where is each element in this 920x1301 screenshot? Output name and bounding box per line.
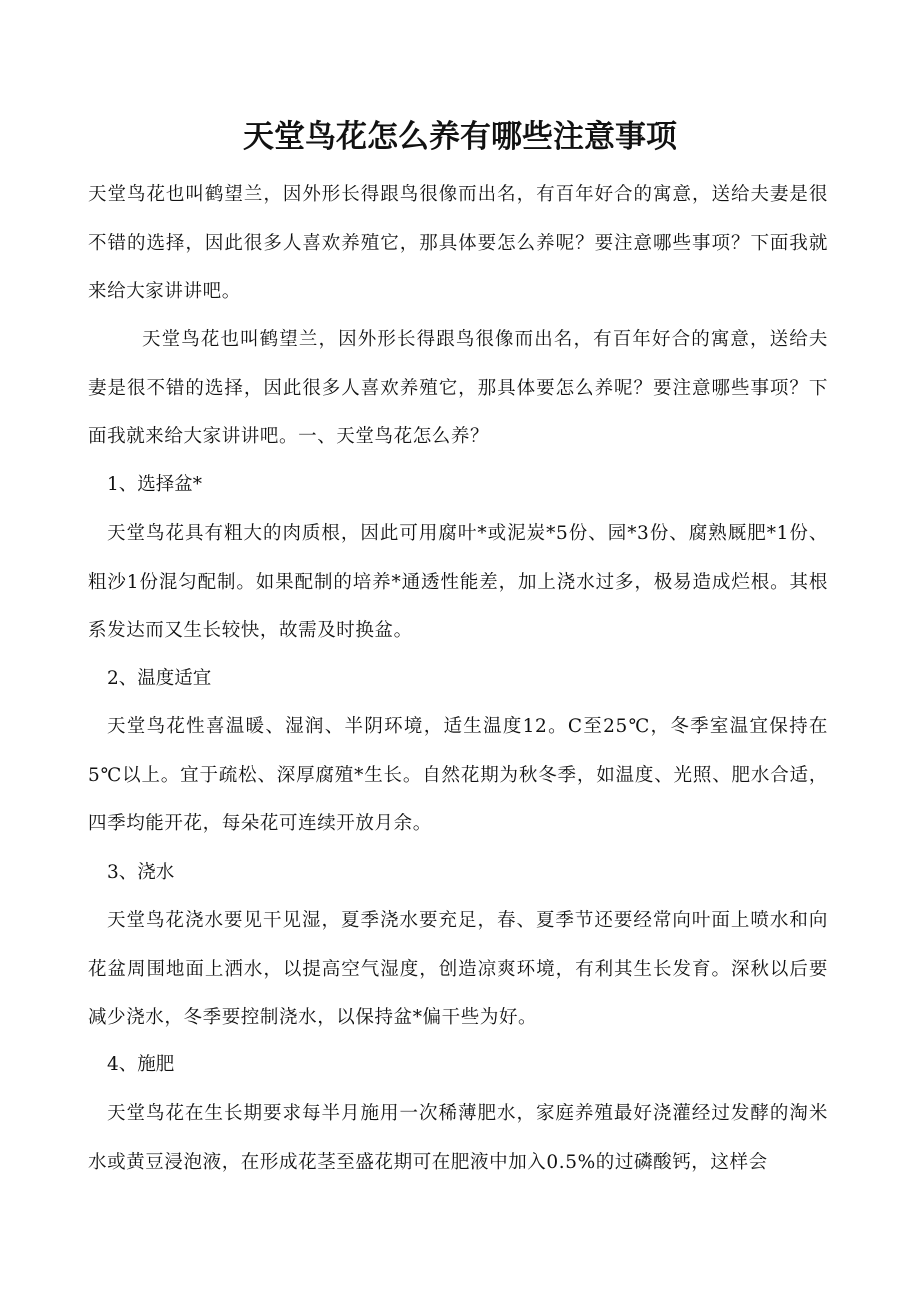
intro-repeat-paragraph: 天堂鸟花也叫鹤望兰，因外形长得跟鸟很像而出名，有百年好合的寓意，送给夫妻是很不错的选择，因此很多人喜欢养殖它，那具体要怎么养呢？要注意哪些事项？下面我就来给大家讲讲吧。一、天堂鸟花怎么养？ — [88, 329, 828, 447]
section-heading-2: 2、温度适宜 — [107, 668, 212, 689]
section-body-2: 天堂鸟花性喜温暖、湿润、半阴环境，适生温度12。C至25℃，冬季室温宜保持在5℃以上。宜于疏松、深厚腐殖*生长。自然花期为秋冬季，如温度、光照、肥水合适，四季均能开花，每朵花可连续开放月余。 — [88, 716, 828, 834]
section-body-1: 天堂鸟花具有粗大的肉质根，因此可用腐叶*或泥炭*5份、园*3份、腐熟厩肥*1份、粗沙1份混匀配制。如果配制的培养*通透性能差，加上浇水过多，极易造成烂根。其根系发达而又生长较快，故需及时换盆。 — [88, 523, 828, 641]
section-body-3: 天堂鸟花浇水要见干见湿，夏季浇水要充足，春、夏季节还要经常向叶面上喷水和向花盆周围地面上洒水，以提高空气湿度，创造凉爽环境，有利其生长发育。深秋以后要减少浇水，冬季要控制浇水，以保持盆*偏干些为好。 — [88, 910, 828, 1028]
section-body-4: 天堂鸟花在生长期要求每半月施用一次稀薄肥水，家庭养殖最好浇灌经过发酵的淘米水或黄豆浸泡液，在形成花茎至盛花期可在肥液中加入0.5%的过磷酸钙，这样会 — [88, 1103, 828, 1173]
intro-paragraph: 天堂鸟花也叫鹤望兰，因外形长得跟鸟很像而出名，有百年好合的寓意，送给夫妻是很不错的选择，因此很多人喜欢养殖它，那具体要怎么养呢？要注意哪些事项？下面我就来给大家讲讲吧。 — [88, 184, 828, 302]
section-heading-1: 1、选择盆* — [107, 474, 203, 495]
section-heading-3: 3、浇水 — [107, 862, 175, 883]
section-heading-4: 4、施肥 — [107, 1054, 175, 1075]
page-title: 天堂鸟花怎么养有哪些注意事项 — [243, 119, 677, 155]
